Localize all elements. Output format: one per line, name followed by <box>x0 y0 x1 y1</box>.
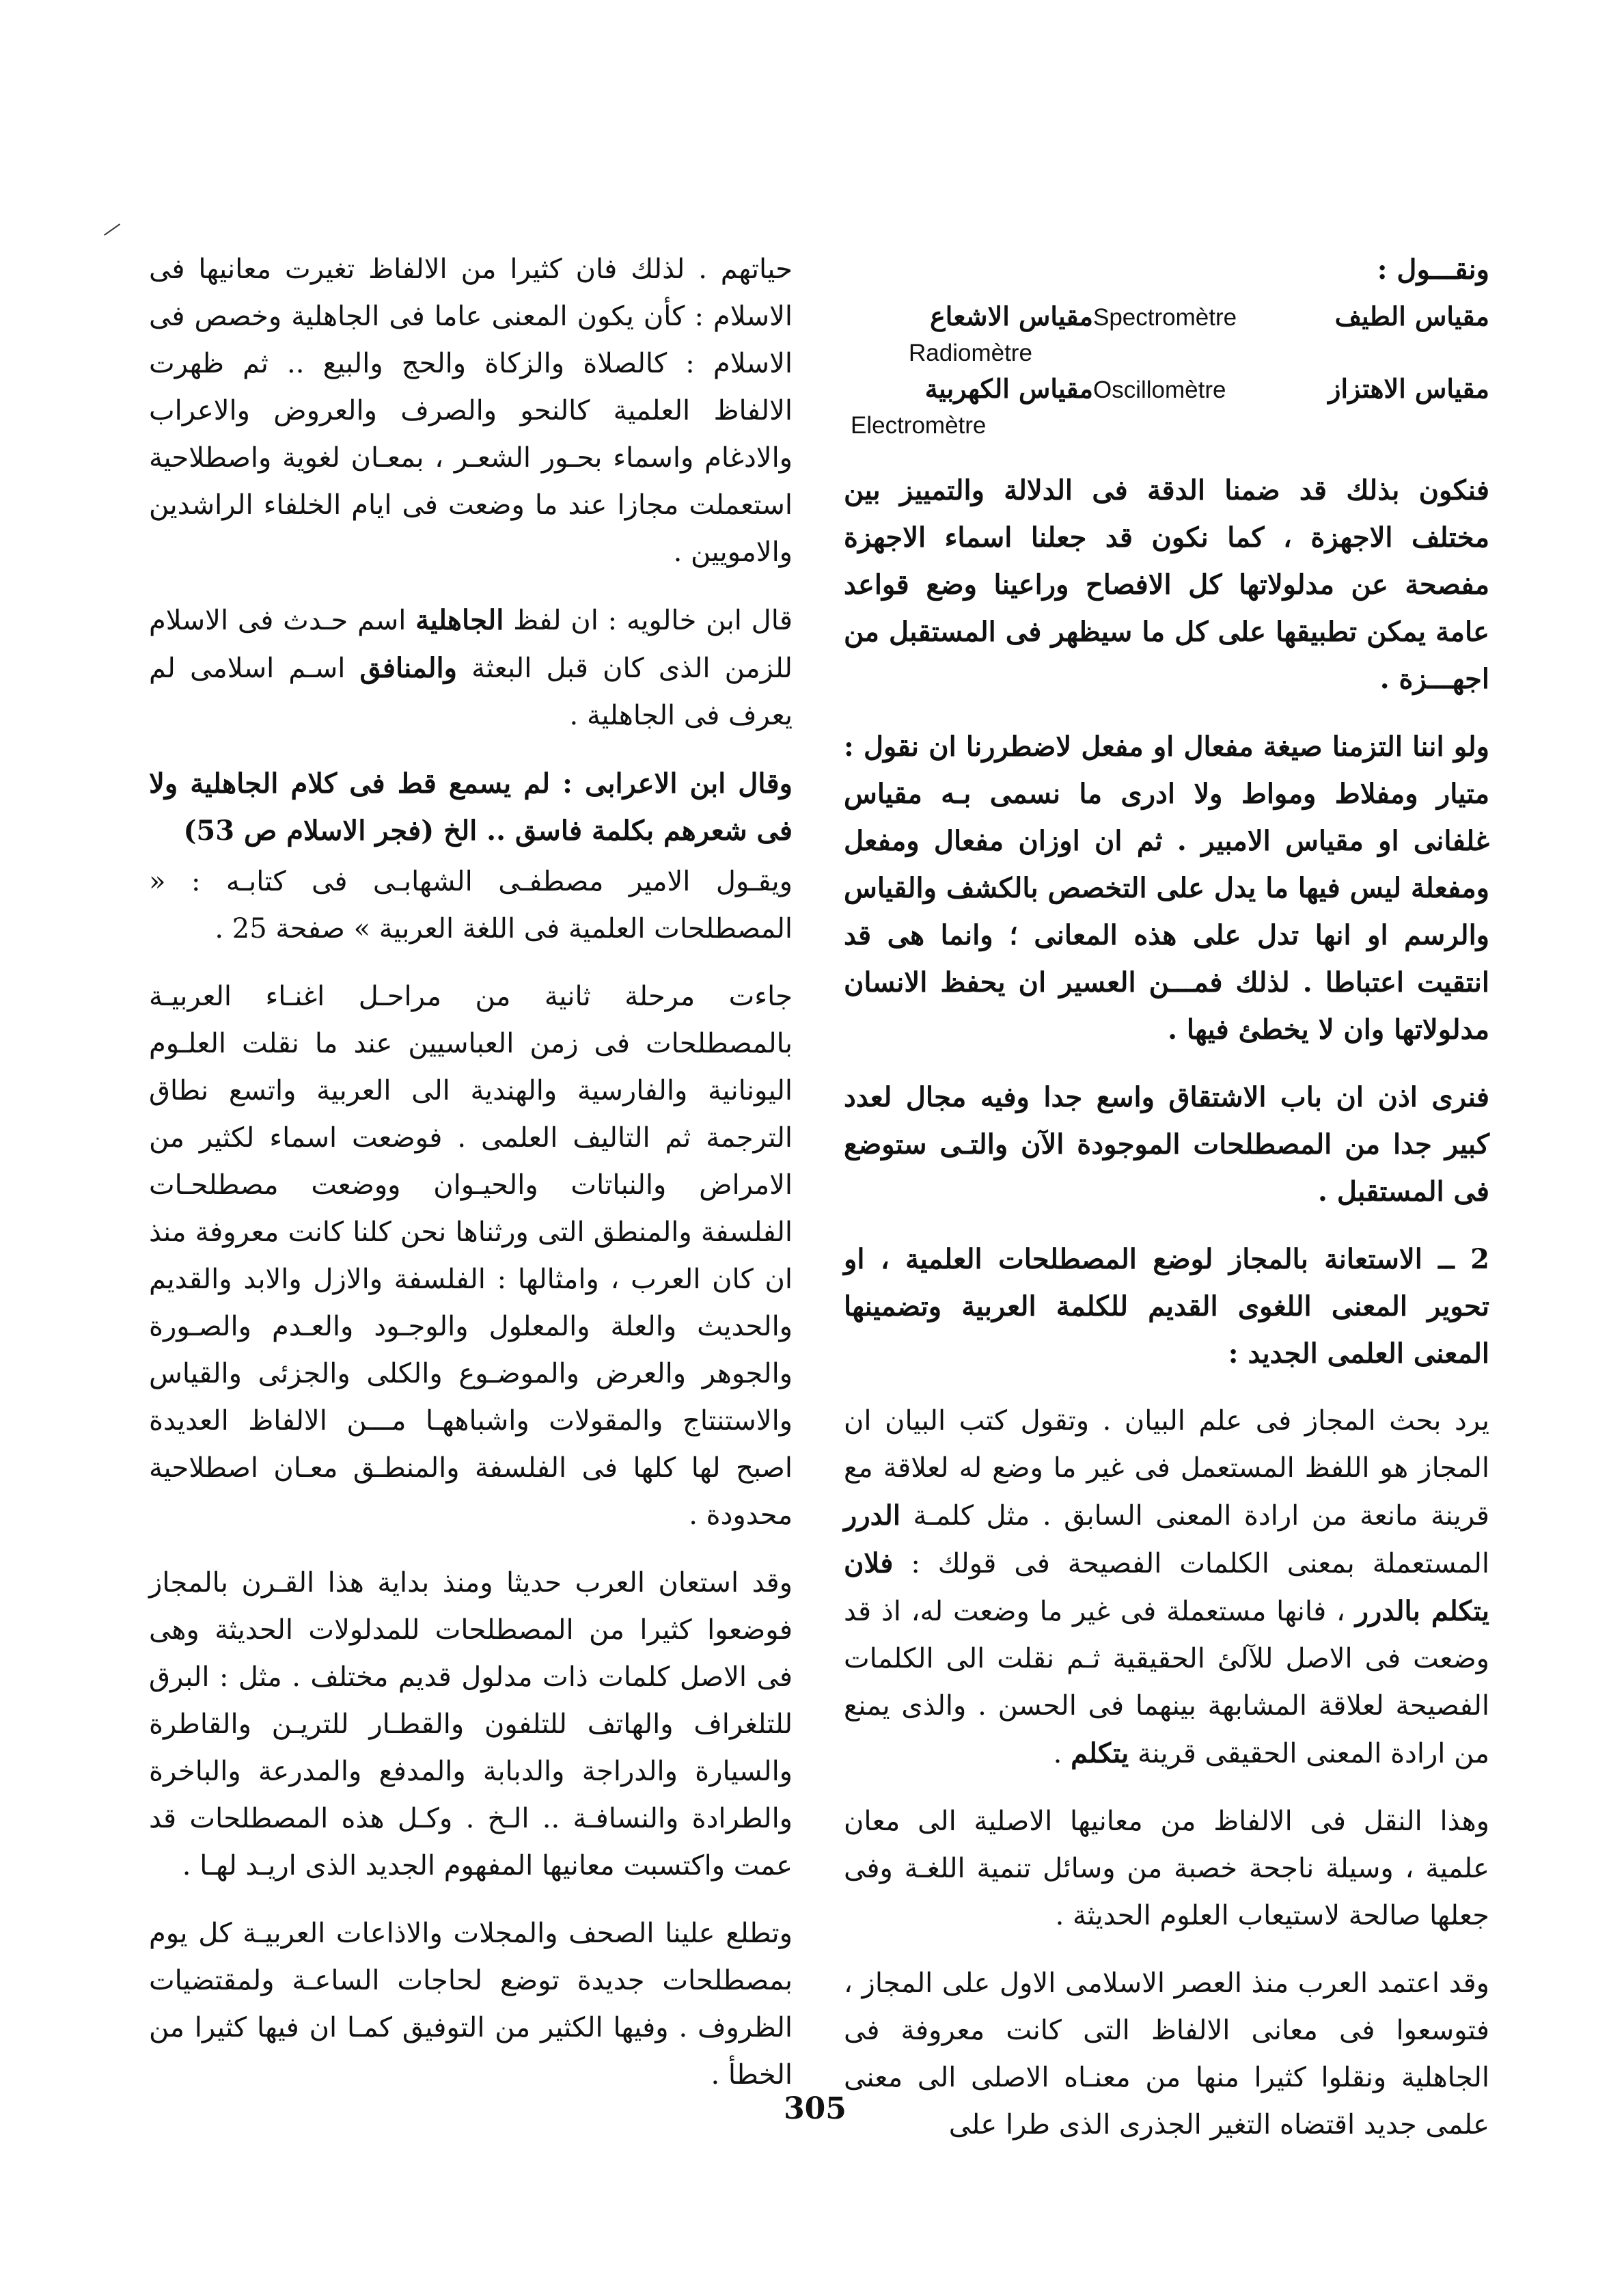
term-ar-2: مقياس الكهربية <box>924 373 1093 404</box>
paragraph <box>844 1398 1489 1778</box>
text-run: اسم حـدث فى الاسلام للزمن الذى كان قبل البعثة <box>149 605 793 684</box>
paragraph <box>149 597 793 739</box>
intro-line: ونقـــول : <box>1377 254 1489 286</box>
left-column <box>149 246 793 2119</box>
paragraph: ويقـول الامير مصطفـى الشهابـى فى كتابـه : « المصطلحات العلمية فى اللغة العربية » صفحة 25 . <box>149 866 793 944</box>
emphasis: يتكلم <box>1071 1737 1129 1769</box>
paragraph: وتطلع علينا الصحف والمجلات والاذاعات العربيـة كل يوم بمصطلحات جديدة توضع لحاجات الساعـة ولمقتضيات الظروف . وفيها الكثير من التوفيق كمـا ان فيها كثيرا من الخطأ . <box>149 1918 793 2091</box>
text-run: المستعملة بمعنى الكلمات الفصيحة فى قولك : <box>911 1548 1490 1579</box>
paragraph: فنرى اذن ان باب الاشتقاق واسع جدا وفيه مجال لعدد كبير جدا من المصطلحات الموجودة الآن والتـى ستوضع فى المستقبل . <box>844 1081 1489 1208</box>
terms-list <box>844 299 1489 444</box>
text-run: . <box>1053 1738 1062 1769</box>
term-row-1 <box>844 299 1489 336</box>
section-number: 2 ــ <box>1438 1243 1489 1275</box>
term-fr-2: Radiomètre <box>909 340 1032 366</box>
paragraph: جاءت مرحلة ثانية من مراحـل اغنـاء العربيـة بالمصطلحات فى زمن العباسيين عند ما نقلت العلـوم اليونانية والفارسية والهندية الى العربية واتسع نطاق الترجمة ثم التاليف العلمى . فوضعت اسماء لكثير من الامراض والنباتات والحيـوان ووضعت مصطلحـات الفلسفة والمنطق التى ورثناها نحن كلنا كانت معروفة منذ ان كان العرب ، وامثالها : الفلسفة والازل والابد والقديم والحديث والعلة والمعلول والوجـود والعـدم والصـورة والجوهر والعرض والموضـوع والكلى والجزئى والقياس والاستنتاج والمقولات واشباههـا مـــن الالفاظ العديدة اصبح لها كلها فى الفلسفة والمنطـق معـان اصطلاحية محدودة . <box>149 981 793 1531</box>
term-fr: Oscillomètre <box>1093 377 1226 403</box>
page-number: 305 <box>784 2091 847 2126</box>
emphasis: والمنافق <box>359 652 457 684</box>
paragraph: وهذا النقل فى الالفاظ من معانيها الاصلية الى معان علمية ، وسيلة ناجحة خصبة من وسائل تنمية اللغـة وفى جعلها صالحة لاستيعاب العلوم الحديثة . <box>844 1806 1489 1931</box>
text-run: قال ابن خالويه : ان لفظ <box>513 605 793 636</box>
text-run: يرد بحث المجاز فى علم البيان . وتقول كتب البيان ان المجاز هو اللفظ المستعمل فى غير ما وضع له لعلاقة مع قرينة مانعة من ارادة المعنى السابق . مثل كلمـة <box>844 1405 1490 1532</box>
emphasis: الجاهلية <box>415 604 504 636</box>
emphasis: فلان يتكلم بالدرر <box>844 1547 1490 1627</box>
paragraph: وقال ابن الاعرابى : لم يسمع قط فى كلام الجاهلية ولا فى شعرهم بكلمة فاسق .. الخ (فجر الاسلام ص 53) <box>149 767 793 847</box>
paragraph: فنكون بذلك قد ضمنا الدقة فى الدلالة والتمييز بين مختلف الاجهزة ، كما نكون قد جعلنا اسماء الاجهزة مفصحة عن مدلولاتها كل الافصاح وراعينا وضع قواعد عامة يمكن تطبيقها على كل ما سيظهر فى المستقبل من اجهـــزة . <box>844 474 1489 695</box>
text-run: اسـم اسلامى لم يعرف فى الجاهلية . <box>149 653 793 731</box>
paragraph: وقد استعان العرب حديثا ومنذ بداية هذا القـرن بالمجاز فوضعوا كثيرا من المصطلحات للمدلولات الحديثة وهى فى الاصل كلمات ذات مدلول قديم مختلف . مثل : البرق للتلغراف والهاتف للتلفون والقطـار للتريـن والقاطرة والسيارة والدراجة والدبابة والمدفع والمدرعة والباخرة والطرادة والنسافـة .. الـخ . وكـل هذه المصطلحات قد عمت واكتسبت معانيها المفهوم الجديد الذى اريـد لهـا . <box>149 1567 793 1881</box>
section-heading-text: لوضع المصطلحات العلمية ، او تحوير المعنى اللغوى القديم للكلمة العربية وتضمينها المعنى العلمى الجديد : <box>844 1243 1489 1370</box>
paragraph: وقد اعتمد العرب منذ العصر الاسلامى الاول على المجاز ، فتوسعوا فى معانى الالفاظ التى كانت معروفة فى الجاهلية ونقلوا كثيرا منها من معنـاه الاصلى الى معنى علمى جديد اقتضاه التغير الجذرى الذى طرا على <box>844 1968 1489 2140</box>
term-ar: مقياس الطيف <box>1334 301 1489 331</box>
section-heading <box>844 1236 1489 1377</box>
term-fr: Spectromètre <box>1093 304 1237 331</box>
scan-mark <box>104 223 120 236</box>
term-row-2 <box>844 371 1489 408</box>
emphasis: الدرر <box>844 1499 900 1532</box>
term-ar: مقياس الاهتزاز <box>1328 373 1489 404</box>
term-fr-2: Electromètre <box>851 412 987 439</box>
term-ar-2: مقياس الاشعاع <box>930 301 1093 331</box>
paragraph: حياتهم . لذلك فان كثيرا من الالفاظ تغيرت معانيها فى الاسلام : كأن يكون المعنى عاما فى الجاهلية وخصص فى الاسلام : كالصلاة والزكاة والحج والبيع .. ثم ظهرت الالفاظ العلمية كالنحو والصرف والعروض والاعراب والادغام واسماء بحـور الشعـر ، بمعـان لغوية واصطلاحية استعملت مجازا عند ما وضعت فى ايام الخلفاء الراشدين والامويين . <box>149 254 793 568</box>
section-heading-bold: الاستعانة بالمجاز <box>1228 1243 1422 1275</box>
right-column <box>844 246 1489 2169</box>
paragraph: ولو اننا التزمنا صيغة مفعال او مفعل لاضطررنا ان نقول : متيار ومفلاط ومواط ولا ادرى ما نسمى بـه مقياس غلفانى او مقياس الامبير . ثم ان اوزان مفعال ومفعل ومفعلة ليس فيها ما يدل على التخصص بالكشف والقياس والرسم او انها تدل على هذه المعانى ؛ وانما هى قد انتقيت اعتباطا . لذلك فمـــن العسير ان يحفظ الانسان مدلولاتها وان لا يخطئ فيها . <box>844 731 1489 1046</box>
text-run: ، فانها مستعملة فى غير ما وضعت له، اذ قد وضعت فى الاصل للآلئ الحقيقية ثـم نقلت الى الكلمات الفصيحة لعلاقة المشابهة بينهما فى الحسن . والذى يمنع من ارادة المعنى الحقيقى قرينة <box>844 1596 1489 1769</box>
